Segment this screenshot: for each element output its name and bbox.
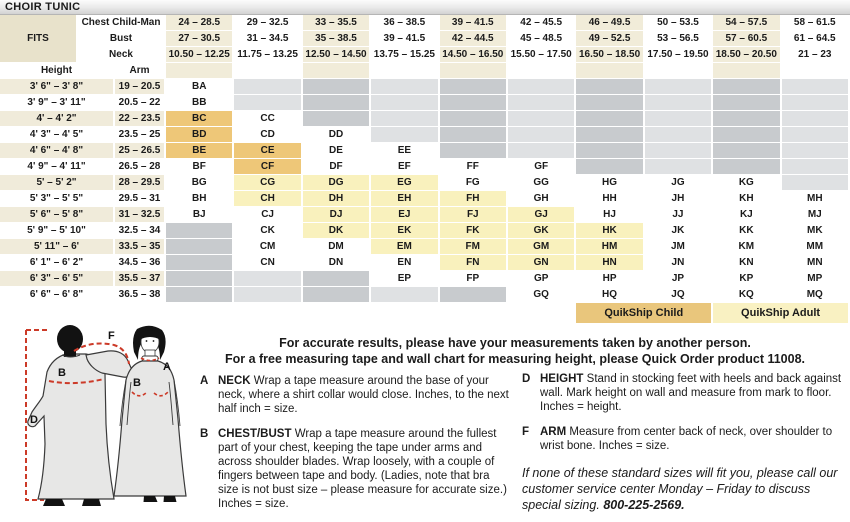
front-figure-eye-left xyxy=(146,340,148,342)
empty-cell xyxy=(508,79,576,95)
size-cell-bc: BC xyxy=(166,111,234,127)
range-cell: 42 – 44.5 xyxy=(440,31,508,47)
empty-cell xyxy=(508,95,576,111)
empty-cell xyxy=(713,159,781,175)
range-cell: 15.50 – 17.50 xyxy=(508,47,576,63)
front-figure-robe xyxy=(114,361,186,496)
size-cell-gj: GJ xyxy=(508,207,576,223)
size-cell-ck: CK xyxy=(234,223,302,239)
arm-cell: 34.5 – 36 xyxy=(115,255,166,271)
empty-cell xyxy=(371,287,439,303)
empty-cell xyxy=(782,95,850,111)
empty-cell xyxy=(234,95,302,111)
size-cell-fk: FK xyxy=(440,223,508,239)
size-cell-dh: DH xyxy=(303,191,371,207)
empty-cell xyxy=(440,127,508,143)
empty-cell xyxy=(782,175,850,191)
size-cell-fh: FH xyxy=(440,191,508,207)
empty-cell xyxy=(303,111,371,127)
height-cell: 6' 1" – 6' 2" xyxy=(0,255,115,271)
arm-cell: 31 – 32.5 xyxy=(115,207,166,223)
empty-cell xyxy=(645,127,713,143)
size-cell-bh: BH xyxy=(166,191,234,207)
height-cell: 3' 9" – 3' 11" xyxy=(0,95,115,111)
definition-body-neck xyxy=(218,374,512,416)
header-spacer-cell xyxy=(782,63,850,79)
size-cell-gp: GP xyxy=(508,271,576,287)
size-cell-kg: KG xyxy=(713,175,781,191)
intro-text xyxy=(188,335,842,367)
size-cell-fm: FM xyxy=(440,239,508,255)
header-spacer-cell xyxy=(303,63,371,79)
size-cell-jn: JN xyxy=(645,255,713,271)
size-cell-dg: DG xyxy=(303,175,371,191)
definition-text-neck: Wrap a tape measure around the base of your neck, where a shirt collar would close. Inches, to the next half inch = size. xyxy=(218,375,509,415)
header-spacer-cell xyxy=(645,63,713,79)
range-cell: 39 – 41.5 xyxy=(371,31,439,47)
range-cell: 50 – 53.5 xyxy=(645,15,713,31)
empty-cell xyxy=(371,95,439,111)
measure-label: Bust xyxy=(78,31,166,47)
size-cell-cg: CG xyxy=(234,175,302,191)
quikship-spacer xyxy=(0,303,576,323)
definition-term-chest-bust: CHEST/BUST xyxy=(218,428,292,440)
size-cell-ff: FF xyxy=(440,159,508,175)
empty-cell xyxy=(303,287,371,303)
empty-cell xyxy=(234,287,302,303)
range-cell: 16.50 – 18.50 xyxy=(576,47,644,63)
definition-body-chest-bust xyxy=(218,427,512,511)
definition-term-neck: NECK xyxy=(218,375,251,387)
definition-letter-d: D xyxy=(522,373,531,385)
size-cell-ce: CE xyxy=(234,143,302,159)
size-cell-dk: DK xyxy=(303,223,371,239)
arm-cell: 28 – 29.5 xyxy=(115,175,166,191)
size-cell-bf: BF xyxy=(166,159,234,175)
empty-cell xyxy=(576,127,644,143)
range-cell: 39 – 41.5 xyxy=(440,15,508,31)
measuring-figures-illustration xyxy=(4,324,196,508)
empty-cell xyxy=(782,143,850,159)
size-cell-gh: GH xyxy=(508,191,576,207)
empty-cell xyxy=(234,271,302,287)
size-cell-hp: HP xyxy=(576,271,644,287)
arm-cell: 32.5 – 34 xyxy=(115,223,166,239)
size-cell-mq: MQ xyxy=(782,287,850,303)
range-cell: 31 – 34.5 xyxy=(234,31,302,47)
size-cell-mk: MK xyxy=(782,223,850,239)
size-cell-df: DF xyxy=(303,159,371,175)
size-cell-de: DE xyxy=(303,143,371,159)
size-chart-table xyxy=(0,15,850,323)
back-figure-feet xyxy=(43,499,101,506)
size-cell-kp: KP xyxy=(713,271,781,287)
empty-cell xyxy=(782,127,850,143)
size-cell-ch: CH xyxy=(234,191,302,207)
definition-term-height: HEIGHT xyxy=(540,373,584,385)
size-cell-en: EN xyxy=(371,255,439,271)
size-cell-fj: FJ xyxy=(440,207,508,223)
size-cell-dj: DJ xyxy=(303,207,371,223)
size-cell-cn: CN xyxy=(234,255,302,271)
size-cell-eh: EH xyxy=(371,191,439,207)
height-cell: 4' – 4' 2" xyxy=(0,111,115,127)
intro-line-1: For accurate results, please have your measurements taken by another person. xyxy=(279,336,751,350)
empty-cell xyxy=(166,255,234,271)
size-cell-jg: JG xyxy=(645,175,713,191)
size-cell-dd: DD xyxy=(303,127,371,143)
range-cell: 61 – 64.5 xyxy=(782,31,850,47)
range-cell: 18.50 – 20.50 xyxy=(713,47,781,63)
definition-text-height: Stand in stocking feet with heels and back against wall. Mark height on wall and measure from mark to floor. Inches = height. xyxy=(540,373,842,413)
arm-cell: 29.5 – 31 xyxy=(115,191,166,207)
header-spacer-cell xyxy=(166,63,234,79)
definition-neck xyxy=(200,374,512,416)
size-cell-gf: GF xyxy=(508,159,576,175)
range-cell: 13.75 – 15.25 xyxy=(371,47,439,63)
height-cell: 6' 3" – 6' 5" xyxy=(0,271,115,287)
empty-cell xyxy=(440,287,508,303)
size-cell-mh: MH xyxy=(782,191,850,207)
empty-cell xyxy=(508,143,576,159)
empty-cell xyxy=(166,271,234,287)
range-cell: 14.50 – 16.50 xyxy=(440,47,508,63)
height-cell: 5' 3" – 5' 5" xyxy=(0,191,115,207)
chest-measure-label-back: B xyxy=(58,367,66,379)
arm-cell: 35.5 – 37 xyxy=(115,271,166,287)
height-cell: 4' 3" – 4' 5" xyxy=(0,127,115,143)
range-cell: 12.50 – 14.50 xyxy=(303,47,371,63)
range-cell: 21 – 23 xyxy=(782,47,850,63)
range-cell: 42 – 45.5 xyxy=(508,15,576,31)
size-cell-hh: HH xyxy=(576,191,644,207)
height-measure-label: D xyxy=(30,414,38,426)
arm-cell: 19 – 20.5 xyxy=(115,79,166,95)
empty-cell xyxy=(713,79,781,95)
size-cell-hg: HG xyxy=(576,175,644,191)
size-cell-hq: HQ xyxy=(576,287,644,303)
definition-arm xyxy=(522,425,846,453)
empty-cell xyxy=(576,111,644,127)
empty-cell xyxy=(576,95,644,111)
size-cell-dm: DM xyxy=(303,239,371,255)
size-cell-hk: HK xyxy=(576,223,644,239)
empty-cell xyxy=(782,111,850,127)
quikship-adult-label: QuikShip Adult xyxy=(713,303,850,323)
size-cell-bb: BB xyxy=(166,95,234,111)
range-cell: 33 – 35.5 xyxy=(303,15,371,31)
neck-measure-label: A xyxy=(163,361,171,373)
quikship-child-label: QuikShip Child xyxy=(576,303,713,323)
empty-cell xyxy=(645,143,713,159)
size-cell-cd: CD xyxy=(234,127,302,143)
size-cell-gk: GK xyxy=(508,223,576,239)
empty-cell xyxy=(371,79,439,95)
definitions-column-left xyxy=(200,374,512,522)
range-cell: 53 – 56.5 xyxy=(645,31,713,47)
size-cell-km: KM xyxy=(713,239,781,255)
definition-height xyxy=(522,372,846,414)
range-cell: 54 – 57.5 xyxy=(713,15,781,31)
definition-text-arm: Measure from center back of neck, over shoulder to wrist bone. Inches = size. xyxy=(540,426,833,452)
definition-letter-a: A xyxy=(200,375,209,387)
empty-cell xyxy=(645,111,713,127)
empty-cell xyxy=(576,159,644,175)
empty-cell xyxy=(645,95,713,111)
height-cell: 4' 6" – 4' 8" xyxy=(0,143,115,159)
size-cell-fn: FN xyxy=(440,255,508,271)
size-cell-hn: HN xyxy=(576,255,644,271)
size-cell-jm: JM xyxy=(645,239,713,255)
range-cell: 35 – 38.5 xyxy=(303,31,371,47)
height-cell: 5' 9" – 5' 10" xyxy=(0,223,115,239)
definition-text-chest-bust: Wrap a tape measure around the fullest part of your chest, keeping the tape under arms and across shoulder blades. Wrap loosely, with a couple of fingers between tape and body. (Ladies, note that bra size is not bust size – please measure for accurate size.) Inches = size. xyxy=(218,428,507,510)
empty-cell xyxy=(713,111,781,127)
size-cell-be: BE xyxy=(166,143,234,159)
empty-cell xyxy=(166,239,234,255)
size-cell-hj: HJ xyxy=(576,207,644,223)
range-cell: 11.75 – 13.25 xyxy=(234,47,302,63)
empty-cell xyxy=(440,79,508,95)
page-title: CHOIR TUNIC xyxy=(0,0,850,15)
empty-cell xyxy=(440,111,508,127)
size-cell-mp: MP xyxy=(782,271,850,287)
empty-cell xyxy=(303,79,371,95)
arm-cell: 33.5 – 35 xyxy=(115,239,166,255)
empty-cell xyxy=(782,159,850,175)
empty-cell xyxy=(576,79,644,95)
definition-chest-bust xyxy=(200,427,512,511)
size-cell-hm: HM xyxy=(576,239,644,255)
size-cell-mn: MN xyxy=(782,255,850,271)
measure-label: Neck xyxy=(78,47,166,63)
size-cell-kh: KH xyxy=(713,191,781,207)
range-cell: 45 – 48.5 xyxy=(508,31,576,47)
special-sizing-note xyxy=(522,465,846,513)
empty-cell xyxy=(576,143,644,159)
height-column-header: Height xyxy=(0,63,115,79)
header-spacer-cell xyxy=(508,63,576,79)
back-figure-robe xyxy=(28,354,114,499)
empty-cell xyxy=(303,95,371,111)
size-cell-kk: KK xyxy=(713,223,781,239)
empty-cell xyxy=(508,127,576,143)
empty-cell xyxy=(782,79,850,95)
empty-cell xyxy=(234,79,302,95)
empty-cell xyxy=(303,271,371,287)
measuring-instructions-section xyxy=(0,324,850,512)
definition-body-arm xyxy=(540,425,846,453)
intro-line-2: For a free measuring tape and wall chart for measuring height, please Quick Order product 11008. xyxy=(224,352,806,366)
size-cell-bg: BG xyxy=(166,175,234,191)
range-cell: 10.50 – 12.25 xyxy=(166,47,234,63)
arm-cell: 25 – 26.5 xyxy=(115,143,166,159)
size-cell-eg: EG xyxy=(371,175,439,191)
size-cell-mj: MJ xyxy=(782,207,850,223)
height-cell: 5' 6" – 5' 8" xyxy=(0,207,115,223)
size-cell-cc: CC xyxy=(234,111,302,127)
definition-body-height xyxy=(540,372,846,414)
size-cell-fp: FP xyxy=(440,271,508,287)
size-cell-jh: JH xyxy=(645,191,713,207)
arm-cell: 36.5 – 38 xyxy=(115,287,166,303)
size-cell-mm: MM xyxy=(782,239,850,255)
definition-term-arm: ARM xyxy=(540,426,567,438)
definitions-column-right xyxy=(522,372,846,513)
range-cell: 57 – 60.5 xyxy=(713,31,781,47)
fits-label: FITS xyxy=(0,15,78,63)
header-spacer-cell xyxy=(713,63,781,79)
height-cell: 5' 11" – 6' xyxy=(0,239,115,255)
size-cell-jp: JP xyxy=(645,271,713,287)
range-cell: 49 – 52.5 xyxy=(576,31,644,47)
empty-cell xyxy=(713,127,781,143)
arm-cell: 26.5 – 28 xyxy=(115,159,166,175)
size-cell-jq: JQ xyxy=(645,287,713,303)
empty-cell xyxy=(166,223,234,239)
size-cell-ef: EF xyxy=(371,159,439,175)
size-cell-fg: FG xyxy=(440,175,508,191)
header-spacer-cell xyxy=(234,63,302,79)
size-cell-cf: CF xyxy=(234,159,302,175)
size-cell-dn: DN xyxy=(303,255,371,271)
size-cell-ek: EK xyxy=(371,223,439,239)
size-cell-ba: BA xyxy=(166,79,234,95)
empty-cell xyxy=(440,95,508,111)
size-cell-ee: EE xyxy=(371,143,439,159)
range-cell: 58 – 61.5 xyxy=(782,15,850,31)
empty-cell xyxy=(713,95,781,111)
special-sizing-text: If none of these standard sizes will fit you, please call our customer service center Monday – Friday to discuss special sizing. xyxy=(522,466,838,512)
height-cell: 6' 6" – 6' 8" xyxy=(0,287,115,303)
size-cell-jk: JK xyxy=(645,223,713,239)
range-cell: 46 – 49.5 xyxy=(576,15,644,31)
arm-cell: 20.5 – 22 xyxy=(115,95,166,111)
height-cell: 5' – 5' 2" xyxy=(0,175,115,191)
empty-cell xyxy=(645,79,713,95)
front-figure-eye-right xyxy=(153,340,155,342)
arm-measure-label: F xyxy=(108,330,115,342)
size-cell-kj: KJ xyxy=(713,207,781,223)
empty-cell xyxy=(166,287,234,303)
size-cell-ep: EP xyxy=(371,271,439,287)
size-cell-bd: BD xyxy=(166,127,234,143)
header-spacer-cell xyxy=(371,63,439,79)
empty-cell xyxy=(371,111,439,127)
header-spacer-cell xyxy=(440,63,508,79)
empty-cell xyxy=(508,111,576,127)
empty-cell xyxy=(713,143,781,159)
definition-letter-b: B xyxy=(200,428,209,440)
empty-cell xyxy=(645,159,713,175)
size-cell-kq: KQ xyxy=(713,287,781,303)
range-cell: 36 – 38.5 xyxy=(371,15,439,31)
height-cell: 3' 6" – 3' 8" xyxy=(0,79,115,95)
size-cell-cj: CJ xyxy=(234,207,302,223)
header-spacer-cell xyxy=(576,63,644,79)
range-cell: 27 – 30.5 xyxy=(166,31,234,47)
arm-column-header: Arm xyxy=(115,63,166,79)
back-figure-neck xyxy=(64,348,76,357)
empty-cell xyxy=(440,143,508,159)
front-figure-feet xyxy=(144,496,177,502)
size-cell-cm: CM xyxy=(234,239,302,255)
size-cell-gq: GQ xyxy=(508,287,576,303)
size-cell-gg: GG xyxy=(508,175,576,191)
size-cell-jj: JJ xyxy=(645,207,713,223)
size-cell-ej: EJ xyxy=(371,207,439,223)
arm-cell: 22 – 23.5 xyxy=(115,111,166,127)
measure-label: Chest Child-Man xyxy=(78,15,166,31)
size-cell-gm: GM xyxy=(508,239,576,255)
arm-cell: 23.5 – 25 xyxy=(115,127,166,143)
range-cell: 17.50 – 19.50 xyxy=(645,47,713,63)
height-cell: 4' 9" – 4' 11" xyxy=(0,159,115,175)
size-cell-em: EM xyxy=(371,239,439,255)
size-cell-bj: BJ xyxy=(166,207,234,223)
range-cell: 29 – 32.5 xyxy=(234,15,302,31)
size-cell-kn: KN xyxy=(713,255,781,271)
range-cell: 24 – 28.5 xyxy=(166,15,234,31)
empty-cell xyxy=(371,127,439,143)
size-cell-gn: GN xyxy=(508,255,576,271)
bust-measure-label-front: B xyxy=(133,377,141,389)
phone-number: 800-225-2569. xyxy=(603,498,685,512)
definition-letter-f: F xyxy=(522,426,530,438)
